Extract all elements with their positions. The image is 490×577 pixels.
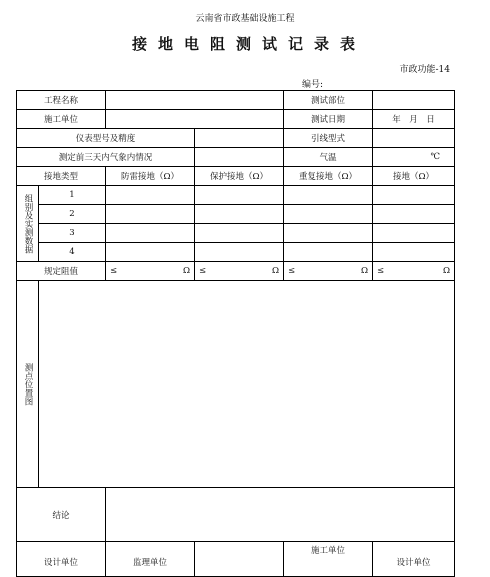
data-row xyxy=(17,243,455,262)
data-cell[interactable] xyxy=(284,224,373,243)
test-date-field[interactable]: 年 月 日 xyxy=(373,110,455,129)
construction-unit-label: 施工单位 xyxy=(17,110,106,129)
column-header: 接地（Ω） xyxy=(373,167,455,186)
footer-design-unit-2: 设计单位 xyxy=(373,542,455,577)
test-location-field[interactable] xyxy=(373,91,455,110)
row-number: 3 xyxy=(39,224,106,243)
row-project xyxy=(17,91,455,110)
row-construction xyxy=(17,110,455,129)
limit-label: 规定阻值 xyxy=(17,262,106,281)
footer-blank xyxy=(195,542,284,577)
footer-supervision-unit: 监理单位 xyxy=(106,542,195,577)
serial-label: 编号: xyxy=(302,80,324,90)
data-cell[interactable] xyxy=(284,243,373,262)
row-signatures xyxy=(17,542,455,577)
test-date-label: 测试日期 xyxy=(284,110,373,129)
data-cell[interactable] xyxy=(373,205,455,224)
limit-cell[interactable]: ≤ Ω xyxy=(284,262,373,281)
data-cell[interactable] xyxy=(106,205,195,224)
data-cell[interactable] xyxy=(195,205,284,224)
row-conclusion xyxy=(17,488,455,542)
column-header: 防雷接地（Ω） xyxy=(106,167,195,186)
construction-unit-field[interactable] xyxy=(106,110,284,129)
data-cell[interactable] xyxy=(373,186,455,205)
row-number: 4 xyxy=(39,243,106,262)
data-row xyxy=(17,186,455,205)
row-weather xyxy=(17,148,455,167)
lead-type-label: 引线型式 xyxy=(284,129,373,148)
instrument-field[interactable] xyxy=(195,129,284,148)
weather-field[interactable] xyxy=(195,148,284,167)
lead-type-field[interactable] xyxy=(373,129,455,148)
footer-construction-unit: 施工单位 xyxy=(284,542,373,577)
limit-cell[interactable]: ≤ Ω xyxy=(106,262,195,281)
data-cell[interactable] xyxy=(195,243,284,262)
row-ground-types xyxy=(17,167,455,186)
temperature-label: 气温 xyxy=(284,148,373,167)
column-header: 保护接地（Ω） xyxy=(195,167,284,186)
limit-cell[interactable]: ≤ Ω xyxy=(195,262,284,281)
data-cell[interactable] xyxy=(106,186,195,205)
data-row xyxy=(17,205,455,224)
group-label: 组别及实测数据 xyxy=(17,186,39,262)
instrument-label: 仪表型号及精度 xyxy=(17,129,195,148)
ground-type-label: 接地类型 xyxy=(17,167,106,186)
conclusion-field[interactable] xyxy=(106,488,455,542)
data-cell[interactable] xyxy=(106,224,195,243)
limit-cell[interactable]: ≤ Ω xyxy=(373,262,455,281)
temperature-field[interactable]: ℃ xyxy=(373,148,455,167)
data-cell[interactable] xyxy=(195,186,284,205)
data-row xyxy=(17,224,455,243)
diagram-label: 测点位置图 xyxy=(17,281,39,488)
test-location-label: 测试部位 xyxy=(284,91,373,110)
form-title: 接地电阻测试记录表 xyxy=(131,35,366,53)
row-diagram xyxy=(17,281,455,488)
record-table xyxy=(16,90,455,577)
row-number: 2 xyxy=(39,205,106,224)
data-cell[interactable] xyxy=(373,224,455,243)
project-name-field[interactable] xyxy=(106,91,284,110)
form-code: 市政功能-14 xyxy=(399,65,450,75)
data-cell[interactable] xyxy=(373,243,455,262)
weather-label: 测定前三天内气象内情况 xyxy=(17,148,195,167)
org-title: 云南省市政基础设施工程 xyxy=(195,14,295,24)
data-cell[interactable] xyxy=(284,205,373,224)
project-name-label: 工程名称 xyxy=(17,91,106,110)
conclusion-label: 结论 xyxy=(17,488,106,542)
diagram-area[interactable] xyxy=(39,281,455,488)
row-number: 1 xyxy=(39,186,106,205)
column-header: 重复接地（Ω） xyxy=(284,167,373,186)
data-cell[interactable] xyxy=(195,224,284,243)
row-limit xyxy=(17,262,455,281)
data-cell[interactable] xyxy=(284,186,373,205)
data-cell[interactable] xyxy=(106,243,195,262)
row-instrument xyxy=(17,129,455,148)
footer-design-unit: 设计单位 xyxy=(17,542,106,577)
